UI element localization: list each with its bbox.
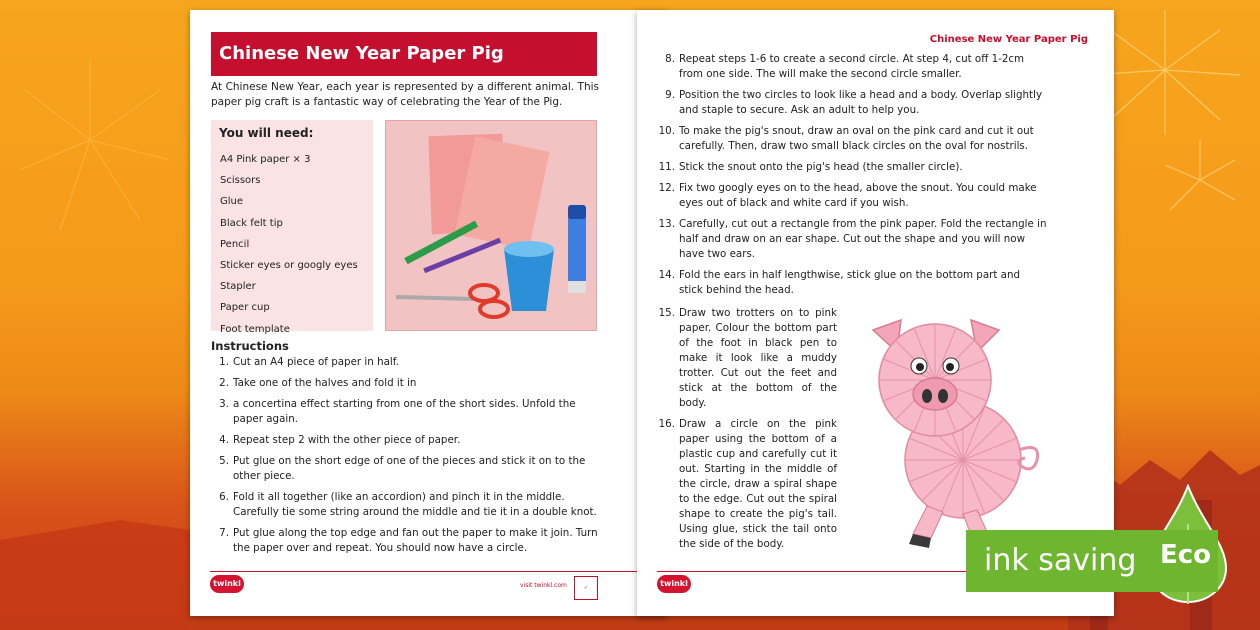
googly-eye-icon	[911, 358, 927, 374]
list-item: Foot template	[220, 323, 290, 335]
glue-stick-icon	[568, 205, 586, 293]
list-item: 9. Position the two circles to look like a head and a body. Overlap slightly and staple to secure. Ask an adult to help you.	[665, 89, 1043, 116]
twinkl-logo: twinkl	[657, 575, 691, 593]
list-item: Sticker eyes or googly eyes	[220, 260, 358, 272]
materials-heading: You will need:	[219, 126, 314, 140]
materials-list	[220, 149, 358, 340]
worksheet-page-2	[637, 10, 1114, 616]
materials-box	[211, 120, 373, 335]
pig-tail-icon	[1019, 448, 1038, 469]
list-item: 16. Draw a circle on the pink paper using the bottom of a plastic cup and carefully cut it out. Starting in the middle of the circle, draw a spiral shape to the edge. Cut out the spiral shape to create the pig's tail. Using glue, stick the tail onto the side of the body.	[658, 418, 837, 550]
list-item: 6. Fold it all together (like an accordion) and pinch it in the middle. Carefully tie some string around the middle and tie it in a double knot.	[219, 491, 597, 518]
page-title: Chinese New Year Paper Pig	[211, 32, 597, 76]
list-item: 14. Fold the ears in half lengthwise, stick glue on the bottom part and stick behind the head.	[658, 269, 1021, 296]
list-item: 8. Repeat steps 1-6 to create a second circle. At step 4, cut off 1-2cm from one side. The will make the second circle smaller.	[665, 53, 1025, 80]
paper-pig-illustration	[851, 310, 1051, 550]
pig-snout-icon	[913, 378, 957, 410]
list-item: 10. To make the pig's snout, draw an oval on the pink card and cut it out carefully. Then, draw two small black circles on the oval for nostrils.	[658, 125, 1034, 152]
list-item: Glue	[220, 196, 244, 208]
list-item: 13. Carefully, cut out a rectangle from the pink paper. Fold the rectangle in half and draw on an ear shape. Cut out the shape and you will now have two ears.	[658, 218, 1047, 260]
instructions-list	[657, 306, 837, 558]
list-item: 12. Fix two googly eyes on to the head, above the snout. You could make eyes out of black and white card if you wish.	[658, 182, 1037, 209]
running-header: Chinese New Year Paper Pig	[929, 34, 1088, 45]
list-item: 1. Cut an A4 piece of paper in half.	[219, 356, 399, 368]
instructions-list	[211, 355, 599, 562]
list-item: Scissors	[220, 175, 261, 187]
list-item: 2. Take one of the halves and fold it in	[219, 377, 417, 389]
list-item: 11. Stick the snout onto the pig's head (the smaller circle).	[658, 161, 963, 173]
instructions-heading: Instructions	[211, 339, 289, 353]
list-item: Pencil	[220, 238, 250, 250]
list-item: Black felt tip	[220, 217, 283, 229]
googly-eye-icon	[943, 358, 959, 374]
scissors-icon	[396, 285, 508, 317]
instructions-list	[657, 52, 1047, 304]
list-item: 7. Put glue along the top edge and fan out the paper to make it join. Turn the paper over and repeat. You should now have a circle.	[219, 527, 598, 554]
list-item: 5. Put glue on the short edge of one of the pieces and stick it on to the other piece.	[219, 455, 586, 482]
materials-photo	[385, 120, 597, 331]
eco-label: Eco	[1160, 540, 1212, 570]
list-item: Paper cup	[220, 302, 270, 314]
list-item: 3. a concertina effect starting from one of the short sides. Unfold the paper again.	[219, 398, 576, 425]
intro-paragraph: At Chinese New Year, each year is represented by a different animal. This paper pig craft is a fantastic way of celebrating the Year of the Pig.	[211, 81, 599, 108]
pig-trotter-icon	[909, 506, 943, 548]
paper-cup-icon	[504, 241, 554, 311]
list-item: 15. Draw two trotters on to pink paper. Colour the bottom part of the foot in black pen to make it look like a muddy trotter. Cut out the feet and stick at the bottom of the body.	[658, 307, 837, 409]
list-item: Stapler	[220, 281, 256, 293]
footer-url: visit twinkl.com	[520, 582, 567, 589]
quality-badge-icon: ✓	[574, 576, 598, 600]
ink-saving-label: ink saving	[984, 543, 1137, 578]
firework-decoration	[0, 20, 190, 280]
worksheet-page-1	[190, 10, 667, 616]
list-item: A4 Pink paper × 3	[220, 154, 311, 165]
twinkl-logo: twinkl	[210, 575, 244, 593]
footer-divider	[210, 571, 647, 572]
list-item: 4. Repeat step 2 with the other piece of paper.	[219, 434, 461, 446]
